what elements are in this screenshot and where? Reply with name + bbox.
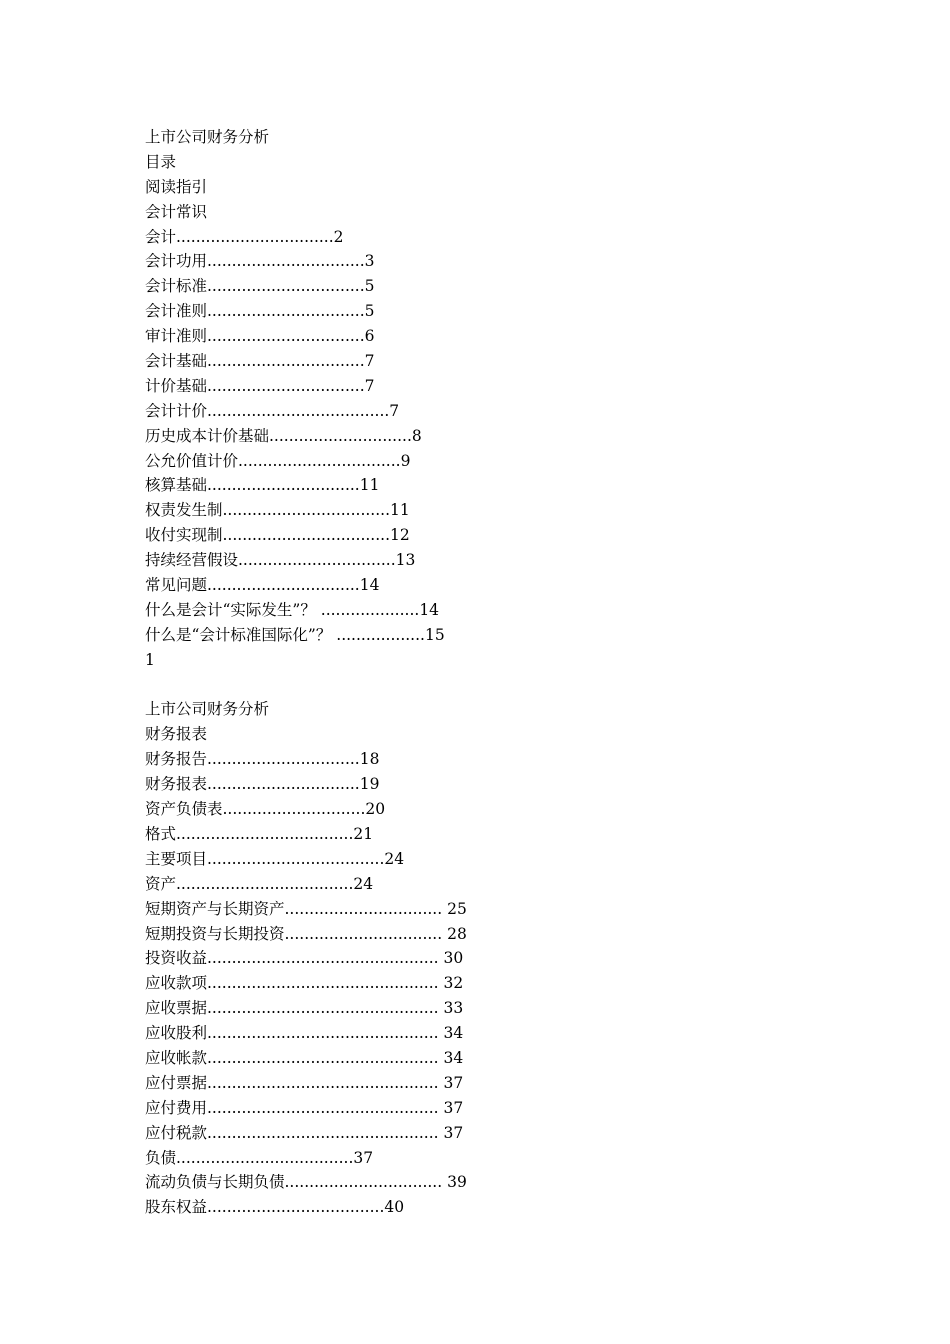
document-page	[145, 125, 845, 1220]
section-spacer	[145, 673, 845, 698]
toc-entry: 历史成本计价基础.............................8	[145, 426, 422, 445]
toc-heading: 目录	[145, 152, 177, 171]
toc-entry: 应付票据............................................... 37	[145, 1073, 464, 1092]
toc-entry: 资产负债表.............................20	[145, 800, 386, 819]
toc-entry: 审计准则................................6	[145, 327, 375, 346]
toc-entry: 持续经营假设................................13	[145, 551, 416, 570]
toc-entry: 应付税款............................................... 37	[145, 1123, 464, 1142]
doc-title: 上市公司财务分析	[145, 128, 270, 146]
toc-entry: 会计准则................................5	[145, 302, 375, 321]
toc-entry: 公允价值计价.................................9	[145, 451, 411, 470]
toc-entry: 什么是会计“实际发生”？ ....................14	[145, 600, 440, 619]
toc-entry: 股东权益....................................40	[145, 1198, 405, 1217]
toc-entry: 计价基础................................7	[145, 376, 375, 395]
toc-entry: 会计基础................................7	[145, 352, 375, 371]
toc-entry: 财务报告...............................18	[145, 750, 380, 769]
toc-entry: 应收款项............................................... 32	[145, 974, 464, 993]
toc-entry: 核算基础...............................11	[145, 476, 380, 495]
toc-entry: 流动负债与长期负债................................ 39	[145, 1173, 467, 1192]
toc-entry: 会计功用................................3	[145, 252, 375, 271]
toc-entry: 财务报表...............................19	[145, 775, 380, 794]
doc-title: 上市公司财务分析	[145, 700, 270, 719]
toc-entry: 资产....................................24	[145, 874, 374, 893]
toc-entry: 什么是“会计标准国际化”？ ..................15	[145, 625, 445, 644]
toc-entry: 权责发生制..................................11	[145, 501, 410, 520]
toc-entry: 会计................................2	[145, 227, 344, 246]
toc-entry: 应收帐款............................................... 34	[145, 1048, 464, 1067]
toc-entry: 会计标准................................5	[145, 277, 375, 296]
toc-entry: 应收股利............................................... 34	[145, 1024, 464, 1043]
reading-guide-heading: 阅读指引	[145, 177, 208, 196]
toc-entry: 应付费用............................................... 37	[145, 1098, 464, 1117]
toc-entry: 常见问题...............................14	[145, 576, 380, 595]
chapter-heading: 财务报表	[145, 725, 208, 744]
toc-entry: 负债....................................37	[145, 1148, 374, 1167]
page-number: 1	[145, 650, 155, 669]
toc-entry: 主要项目....................................24	[145, 849, 405, 868]
toc-entry: 短期资产与长期资产................................ 25	[145, 899, 467, 918]
toc-entry: 投资收益............................................... 30	[145, 949, 464, 968]
chapter-heading: 会计常识	[145, 202, 208, 221]
toc-entry: 收付实现制..................................12	[145, 526, 410, 545]
toc-entry: 应收票据............................................... 33	[145, 999, 464, 1018]
toc-entry: 会计计价.....................................7	[145, 401, 400, 420]
toc-entry: 格式....................................21	[145, 824, 374, 843]
toc-entry: 短期投资与长期投资................................ 28	[145, 924, 467, 943]
